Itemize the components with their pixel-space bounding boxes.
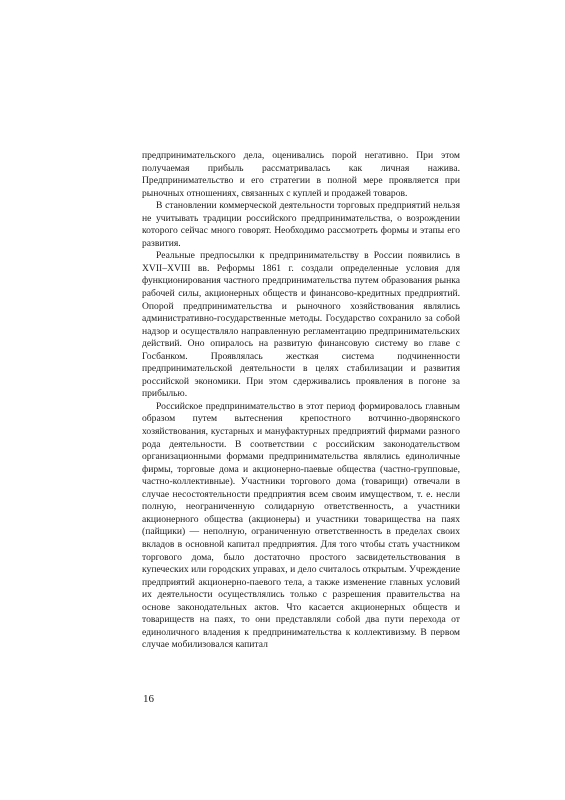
- paragraph-2: В становлении коммерческой деятельности торговых предприятий нельзя не учитывать традиции российского предпринимательства, о возрождении которого сейчас много говорят. Необходимо рассмотреть формы и этапы его развития.: [142, 200, 460, 249]
- paragraph-3: Реальные предпосылки к предпринимательству в России появились в XVII–XVIII вв. Реформы 1861 г. создали определенные условия для функционирования частного предпринимательства путем образования рынка рабочей силы, акционерных обществ и финансово-кредитных предприятий. Опорой предпринимательства и рыночного хозяйствования являлись административно-государственные методы. Государство сохранило за собой надзор и осуществляло направленную регламентацию предпринимательских действий. Оно опиралось на развитую финансовую систему во главе с Госбанком. Проявлялась жесткая система подчиненности предпринимательской деятельности в целях стабилизации и развития российской экономики. При этом сдерживались проявления в погоне за прибылью.: [142, 250, 460, 400]
- paragraph-1: предпринимательского дела, оценивались порой негативно. При этом получаемая прибыль рассматривалась как личная нажива. Предпринимательство и его стратегии в полной мере проявляется при рыночных отношениях, связанных с куплей и продажей товаров.: [142, 150, 460, 199]
- body-text: [142, 150, 460, 652]
- page-number: 16: [143, 693, 154, 705]
- paragraph-4: Российское предпринимательство в этот период формировалось главным образом путем вытеснения крепостного вотчинно-дворянского хозяйствования, кустарных и мануфактурных предприятий фирмами разного рода деятельности. В соответствии с российским законодательством организационными формами предпринимательства являлись единоличные фирмы, торговые дома и акционерно-паевые общества (частно-групповые, частно-коллективные). Участники торгового дома (товарищи) отвечали в случае несостоятельности предприятия всем своим имуществом, т. е. несли полную, неограниченную солидарную ответственность, а участники акционерного общества (акционеры) и участники товарищества на паях (пайщики) — неполную, ограниченную ответственность в пределах своих вкладов в основной капитал предприятия. Для того чтобы стать участником торгового дома, было достаточно простого засвидетельствования в купеческих или городских управах, и дело считалось открытым. Учреждение предприятий акционерно-паевого тела, а также изменение главных условий их деятельности осуществлялись только с разрешения правительства на основе законодательных актов. Что касается акционерных обществ и товариществ на паях, то они представляли собой два пути перехода от единоличного владения к предпринимательства к коллективизму. В первом случае мобилизовался капитал: [142, 400, 460, 651]
